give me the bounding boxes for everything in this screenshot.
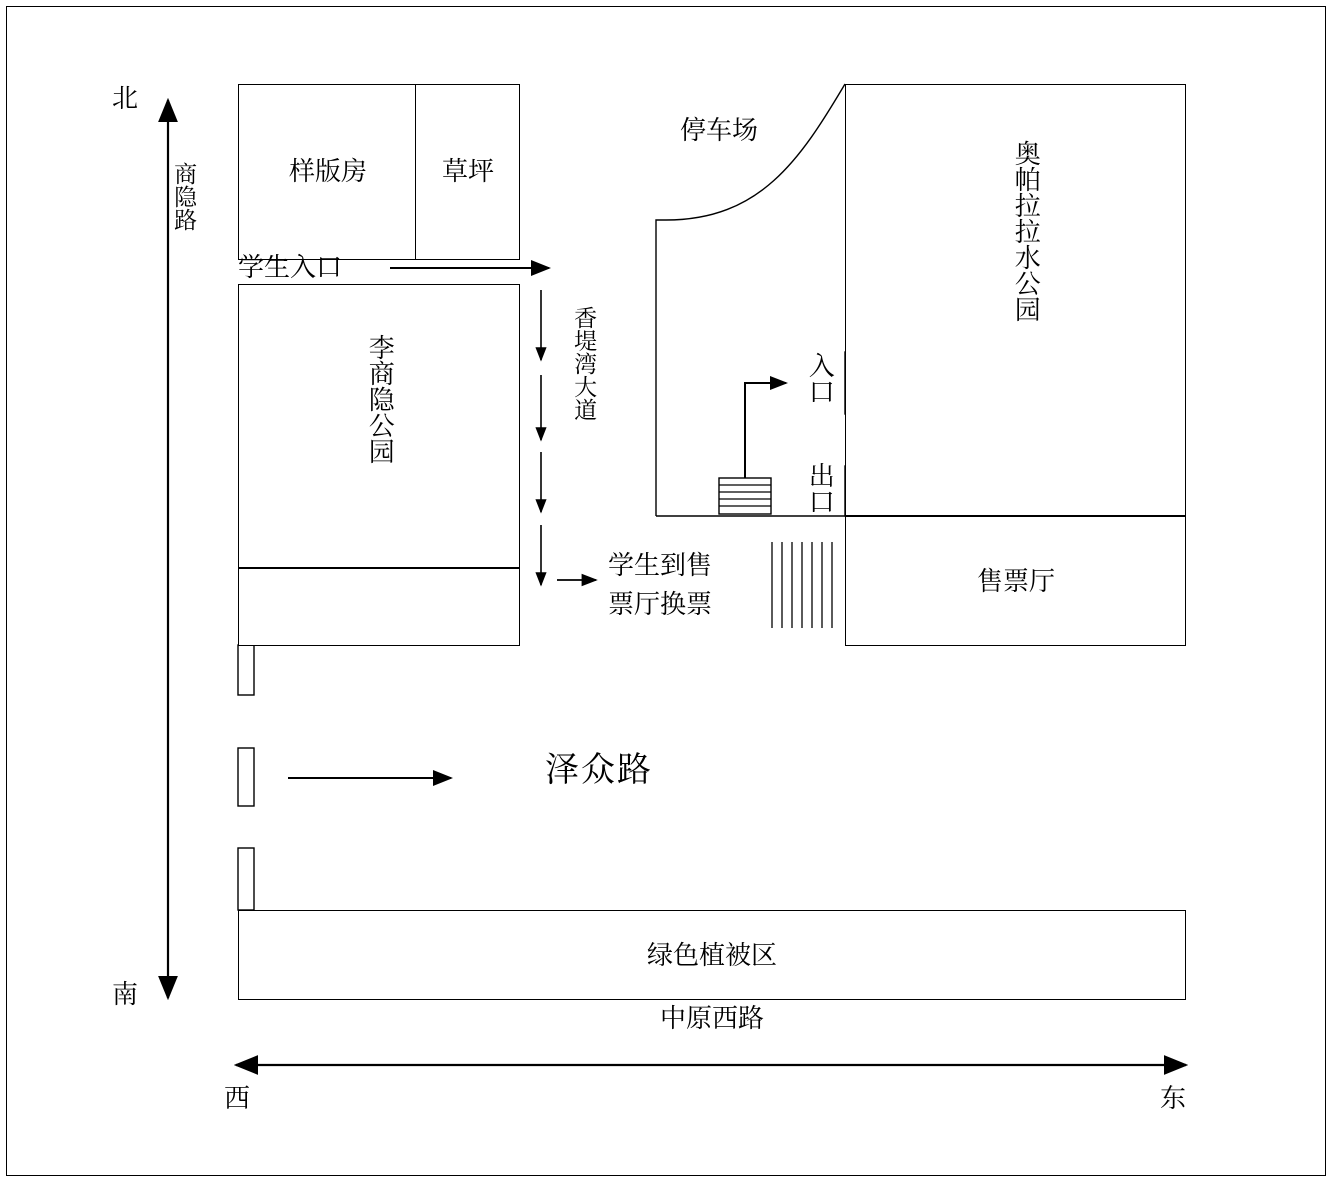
block-li-shangyin-park-label: 李商隐公园: [365, 334, 396, 464]
block-lawn-label: 草坪: [441, 156, 494, 187]
block-parking-lot-label: 停车场: [680, 115, 759, 145]
student-entrance-label: 学生入口: [238, 252, 343, 282]
road-label-xiangdiwan: 香堤湾大道: [571, 306, 598, 421]
block-water-park-label: 奥帕拉拉水公园: [1011, 140, 1042, 322]
road-label-zhongyuanxi: 中原西路: [659, 1003, 764, 1034]
compass-west-label: 西: [224, 1083, 251, 1113]
road-label-shangyin: 商隐路: [171, 162, 198, 231]
ticket-exchange-note-line2: 票厅换票: [608, 589, 713, 619]
block-li-shangyin-park-south-strip: [238, 568, 520, 646]
compass-south-label: 南: [112, 979, 139, 1009]
ticket-exchange-note-line1: 学生到售: [608, 550, 713, 580]
gate-entrance-label: 入口: [805, 352, 836, 404]
gate-exit-label: 出口: [805, 462, 836, 514]
compass-east-label: 东: [1160, 1083, 1187, 1113]
block-green-area-label: 绿色植被区: [646, 940, 777, 971]
block-ticket-hall-label: 售票厅: [976, 566, 1055, 597]
road-label-zezhong: 泽众路: [545, 752, 653, 789]
block-sample-house-label: 样版房: [288, 156, 367, 187]
compass-north-label: 北: [112, 83, 139, 113]
